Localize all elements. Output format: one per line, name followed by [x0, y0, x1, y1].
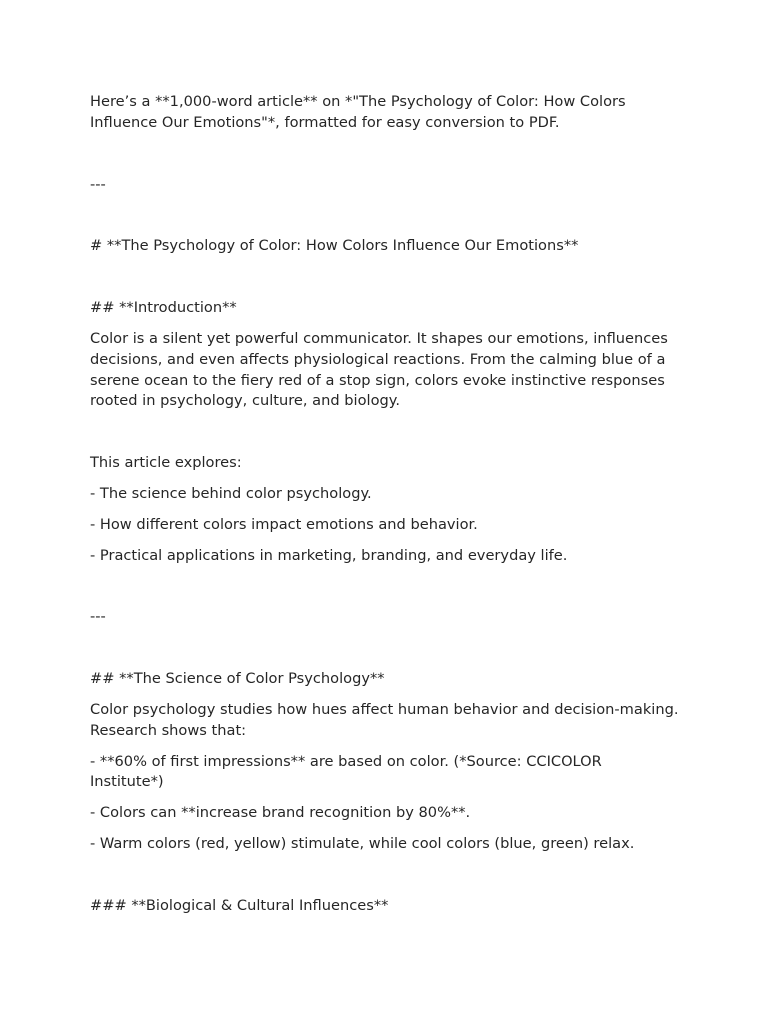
intro-paragraph: Color is a silent yet powerful communicator. It shapes our emotions, influences decisions, and even affects physiological reactions. From the calming blue of a serene ocean to the fiery red of a stop sign, colors evoke instinctive responses rooted in psychology, culture, and biology. — [90, 329, 668, 410]
document-page — [90, 92, 680, 917]
list-item: - Warm colors (red, yellow) stimulate, while cool colors (blue, green) relax. — [90, 834, 635, 852]
article-title: # **The Psychology of Color: How Colors Influence Our Emotions** — [90, 237, 579, 255]
divider: --- — [90, 175, 106, 193]
heading-science: ## **The Science of Color Psychology** — [90, 670, 385, 688]
science-paragraph: Color psychology studies how hues affect human behavior and decision-making. Research shows that: — [90, 700, 679, 739]
list-item: - Colors can **increase brand recognition by 80%**. — [90, 804, 471, 822]
list-item: - **60% of first impressions** are based on color. (*Source: CCICOLOR Institute*) — [90, 752, 602, 791]
list-item: - Practical applications in marketing, branding, and everyday life. — [90, 546, 568, 564]
article-explores-label: This article explores: — [90, 454, 242, 472]
list-item: - The science behind color psychology. — [90, 484, 372, 502]
list-item: - How different colors impact emotions and behavior. — [90, 515, 478, 533]
intro-line: Here’s a **1,000-word article** on *"The Psychology of Color: How Colors Influence Our Emotions"*, formatted for easy conversion to PDF. — [90, 93, 626, 131]
heading-introduction: ## **Introduction** — [90, 299, 237, 317]
heading-biological: ### **Biological & Cultural Influences** — [90, 896, 389, 914]
divider: --- — [90, 608, 106, 626]
